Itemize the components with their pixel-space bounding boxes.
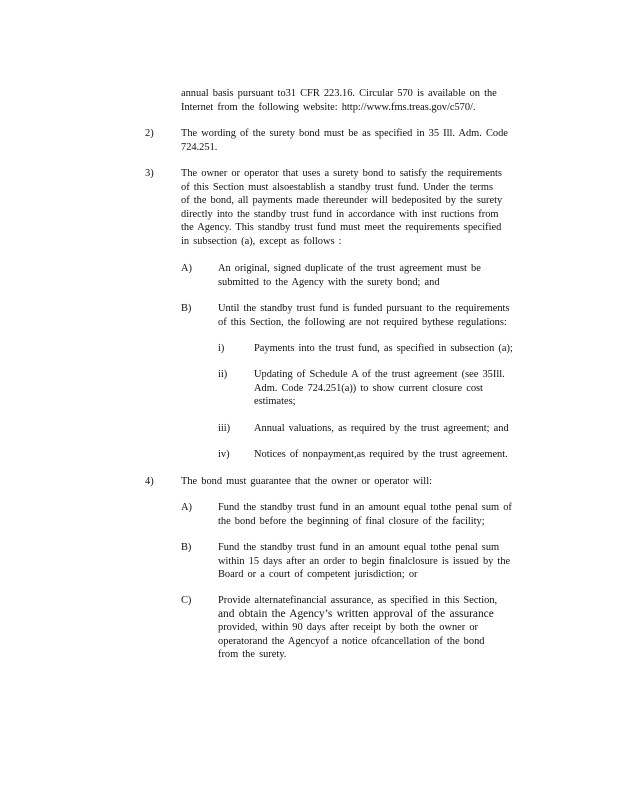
item-4c-marker: C)	[181, 595, 192, 606]
item-4b-line: Board or a court of competent jurisdiction; or	[218, 569, 418, 581]
item-4b-marker: B)	[181, 542, 192, 553]
item-3b-iii-paragraph	[254, 422, 534, 436]
item-3a-line: An original, signed duplicate of the trust agreement must be	[218, 263, 481, 274]
item-3a-paragraph	[218, 262, 506, 289]
item-3b-iv-line: Notices of nonpayment,as required by the trust agreement.	[254, 449, 508, 460]
item-4a-line: the bond before the beginning of final closure of the facility;	[218, 515, 485, 527]
item-3b-iii-marker: iii)	[218, 423, 231, 434]
item-3-line: in subsection (a), except as follows :	[181, 235, 342, 247]
item-3b-iv-marker: iv)	[218, 449, 230, 460]
item-4-marker: 4)	[145, 476, 154, 487]
item-3-line: of this Section must alsoestablish a standby trust fund. Under the terms	[181, 181, 494, 193]
item-3-paragraph	[181, 167, 531, 249]
item-3b-ii-line: Updating of Schedule A of the trust agreement (see 35Ill.	[254, 369, 505, 380]
item-3-line: of the bond, all payments made thereunder will bedeposited by the surety	[181, 195, 503, 207]
item-3b-i-marker: i)	[218, 343, 225, 354]
item-2-paragraph	[181, 127, 531, 154]
item-3a-line: submitted to the Agency with the surety bond; and	[218, 276, 440, 288]
item-3a-marker: A)	[181, 263, 192, 274]
item-4b-line: within 15 days after an order to begin finalclosure is issued by the	[218, 555, 511, 567]
item-4-paragraph	[181, 475, 441, 489]
item-4b-paragraph	[218, 541, 534, 582]
item-2-line: 724.251.	[181, 141, 218, 153]
item-3b-iii-line: Annual valuations, as required by the trust agreement; and	[254, 423, 509, 434]
item-3b-marker: B)	[181, 303, 192, 314]
item-4c-paragraph	[218, 594, 522, 662]
item-3-line: directly into the standby trust fund in accordance with inst ructions from	[181, 208, 499, 220]
item-4b-line: Fund the standby trust fund in an amount equal tothe penal sum	[218, 542, 500, 553]
item-4c-line: provided, within 90 days after receipt by both the owner or	[218, 622, 478, 634]
item-2-line: The wording of the surety bond must be as specified in 35 Ill. Adm. Code	[181, 128, 508, 139]
item-3b-ii-paragraph	[254, 368, 506, 409]
item-3-line: The owner or operator that uses a surety bond to satisfy the requirements	[181, 168, 502, 179]
item-3b-i-paragraph	[254, 342, 536, 356]
item-3b-paragraph	[218, 302, 530, 329]
item-4a-paragraph	[218, 501, 536, 528]
item-3-marker: 3)	[145, 168, 154, 179]
item-2-marker: 2)	[145, 128, 154, 139]
intro-line: annual basis pursuant to31 CFR 223.16. Circular 570 is available on the	[181, 88, 497, 99]
item-4a-line: Fund the standby trust fund in an amount equal tothe penal sum of	[218, 502, 512, 513]
item-3-line: the Agency. This standby trust fund must meet the requirements specified	[181, 222, 502, 234]
item-3b-iv-paragraph	[254, 448, 526, 462]
item-3b-ii-line: estimates;	[254, 396, 296, 408]
item-3b-ii-line: Adm. Code 724.251(a)) to show current closure cost	[254, 382, 483, 394]
item-4c-line: and obtain the Agency’s written approval of the assurance	[218, 607, 494, 620]
item-4a-marker: A)	[181, 502, 192, 513]
intro-line: Internet from the following website: http://www.fms.treas.gov/c570/.	[181, 101, 476, 113]
intro-paragraph	[181, 87, 531, 114]
item-4c-line: Provide alternatefinancial assurance, as specified in this Section,	[218, 595, 498, 606]
item-3b-i-line: Payments into the trust fund, as specified in subsection (a);	[254, 343, 513, 354]
item-4-line: The bond must guarantee that the owner or operator will:	[181, 476, 432, 487]
item-3b-line: Until the standby trust fund is funded pursuant to the requirements	[218, 303, 510, 314]
item-3b-ii-marker: ii)	[218, 369, 228, 380]
item-4c-line: from the surety.	[218, 649, 287, 661]
item-4c-line: operatorand the Agencyof a notice ofcancellation of the bond	[218, 635, 485, 647]
item-3b-line: of this Section, the following are not required bythese regulations:	[218, 316, 507, 328]
